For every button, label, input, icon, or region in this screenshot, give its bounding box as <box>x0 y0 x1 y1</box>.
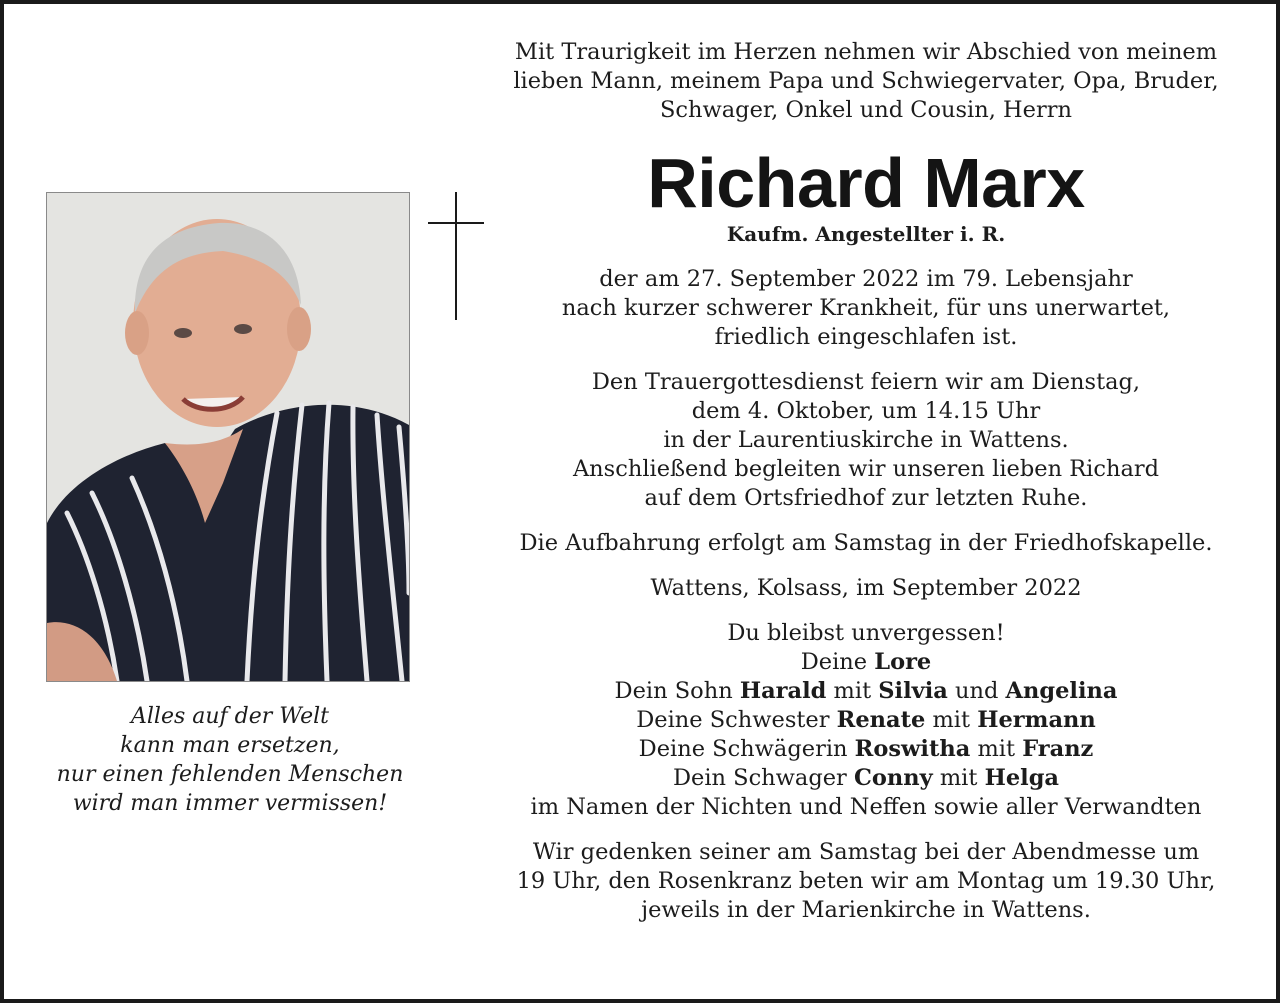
mourner-name: Conny <box>853 765 933 791</box>
mourner-name: Hermann <box>977 707 1096 733</box>
mourner-line <box>496 706 1236 735</box>
mourner-text: Deine Schwester <box>636 707 837 733</box>
mourner-name: Helga <box>984 765 1060 791</box>
mourner-text: mit <box>932 765 985 791</box>
memorial-line: Wir gedenken seiner am Samstag bei der Abendmesse um <box>532 839 1200 865</box>
mourner-text: mit <box>826 678 879 704</box>
mourner-name: Lore <box>874 649 932 675</box>
mourner-name: Silvia <box>878 678 948 704</box>
service-line: Den Trauergottesdienst feiern wir am Dienstag, <box>591 369 1141 395</box>
mourner-line <box>496 764 1236 793</box>
intro-text <box>496 38 1236 125</box>
mourner-text: im Namen der Nichten und Neffen sowie aller Verwandten <box>530 794 1202 820</box>
place-date: Wattens, Kolsass, im September 2022 <box>650 575 1082 601</box>
mourner-name: Franz <box>1022 736 1094 762</box>
portrait-photo <box>46 192 410 682</box>
mourner-line <box>496 648 1236 677</box>
death-notice-line: nach kurzer schwerer Krankheit, für uns unerwartet, <box>561 295 1171 321</box>
mourner-name: Renate <box>836 707 926 733</box>
memorial-quote <box>32 702 428 818</box>
intro-line: Schwager, Onkel und Cousin, Herrn <box>660 97 1072 123</box>
quote-line: kann man ersetzen, <box>120 733 340 758</box>
mourners-list <box>496 648 1236 822</box>
mourner-text: Dein Sohn <box>614 678 740 704</box>
occupation: Kaufm. Angestellter i. R. <box>726 222 1006 246</box>
mourner-text: und <box>947 678 1006 704</box>
viewing-info: Die Aufbahrung erfolgt am Samstag in der Friedhofskapelle. <box>519 530 1213 556</box>
obituary-text <box>496 38 1236 925</box>
service-info <box>496 368 1236 513</box>
service-line: Anschließend begleiten wir unseren lieben Richard <box>572 456 1160 482</box>
mourner-text: Dein Schwager <box>672 765 854 791</box>
service-line: dem 4. Oktober, um 14.15 Uhr <box>691 398 1041 424</box>
intro-line: lieben Mann, meinem Papa und Schwiegervater, Opa, Bruder, <box>513 68 1219 94</box>
mourner-text: mit <box>925 707 978 733</box>
mourner-name: Roswitha <box>854 736 971 762</box>
cross-icon <box>428 192 484 320</box>
quote-line: Alles auf der Welt <box>130 704 329 729</box>
intro-line: Mit Traurigkeit im Herzen nehmen wir Abschied von meinem <box>514 39 1218 65</box>
death-notice-line: der am 27. September 2022 im 79. Lebensjahr <box>599 266 1133 292</box>
mourner-name: Harald <box>739 678 827 704</box>
mourner-text: Deine Schwägerin <box>638 736 855 762</box>
mourner-line <box>496 735 1236 764</box>
mourner-text: Deine <box>800 649 875 675</box>
death-notice <box>496 265 1236 352</box>
memorial-line: 19 Uhr, den Rosenkranz beten wir am Montag um 19.30 Uhr, <box>516 868 1216 894</box>
farewell-text: Du bleibst unvergessen! <box>727 620 1005 646</box>
death-notice-line: friedlich eingeschlafen ist. <box>714 324 1018 350</box>
deceased-name: Richard Marx <box>647 144 1085 222</box>
memorial-mass-info <box>496 838 1236 925</box>
mourner-text: mit <box>970 736 1023 762</box>
mourner-name: Angelina <box>1005 678 1118 704</box>
quote-line: wird man immer vermissen! <box>72 791 388 816</box>
quote-line: nur einen fehlenden Menschen <box>56 762 404 787</box>
service-line: in der Laurentiuskirche in Wattens. <box>663 427 1069 453</box>
memorial-line: jeweils in der Marienkirche in Wattens. <box>641 897 1091 923</box>
mourner-line <box>496 793 1236 822</box>
service-line: auf dem Ortsfriedhof zur letzten Ruhe. <box>644 485 1088 511</box>
mourner-line <box>496 677 1236 706</box>
